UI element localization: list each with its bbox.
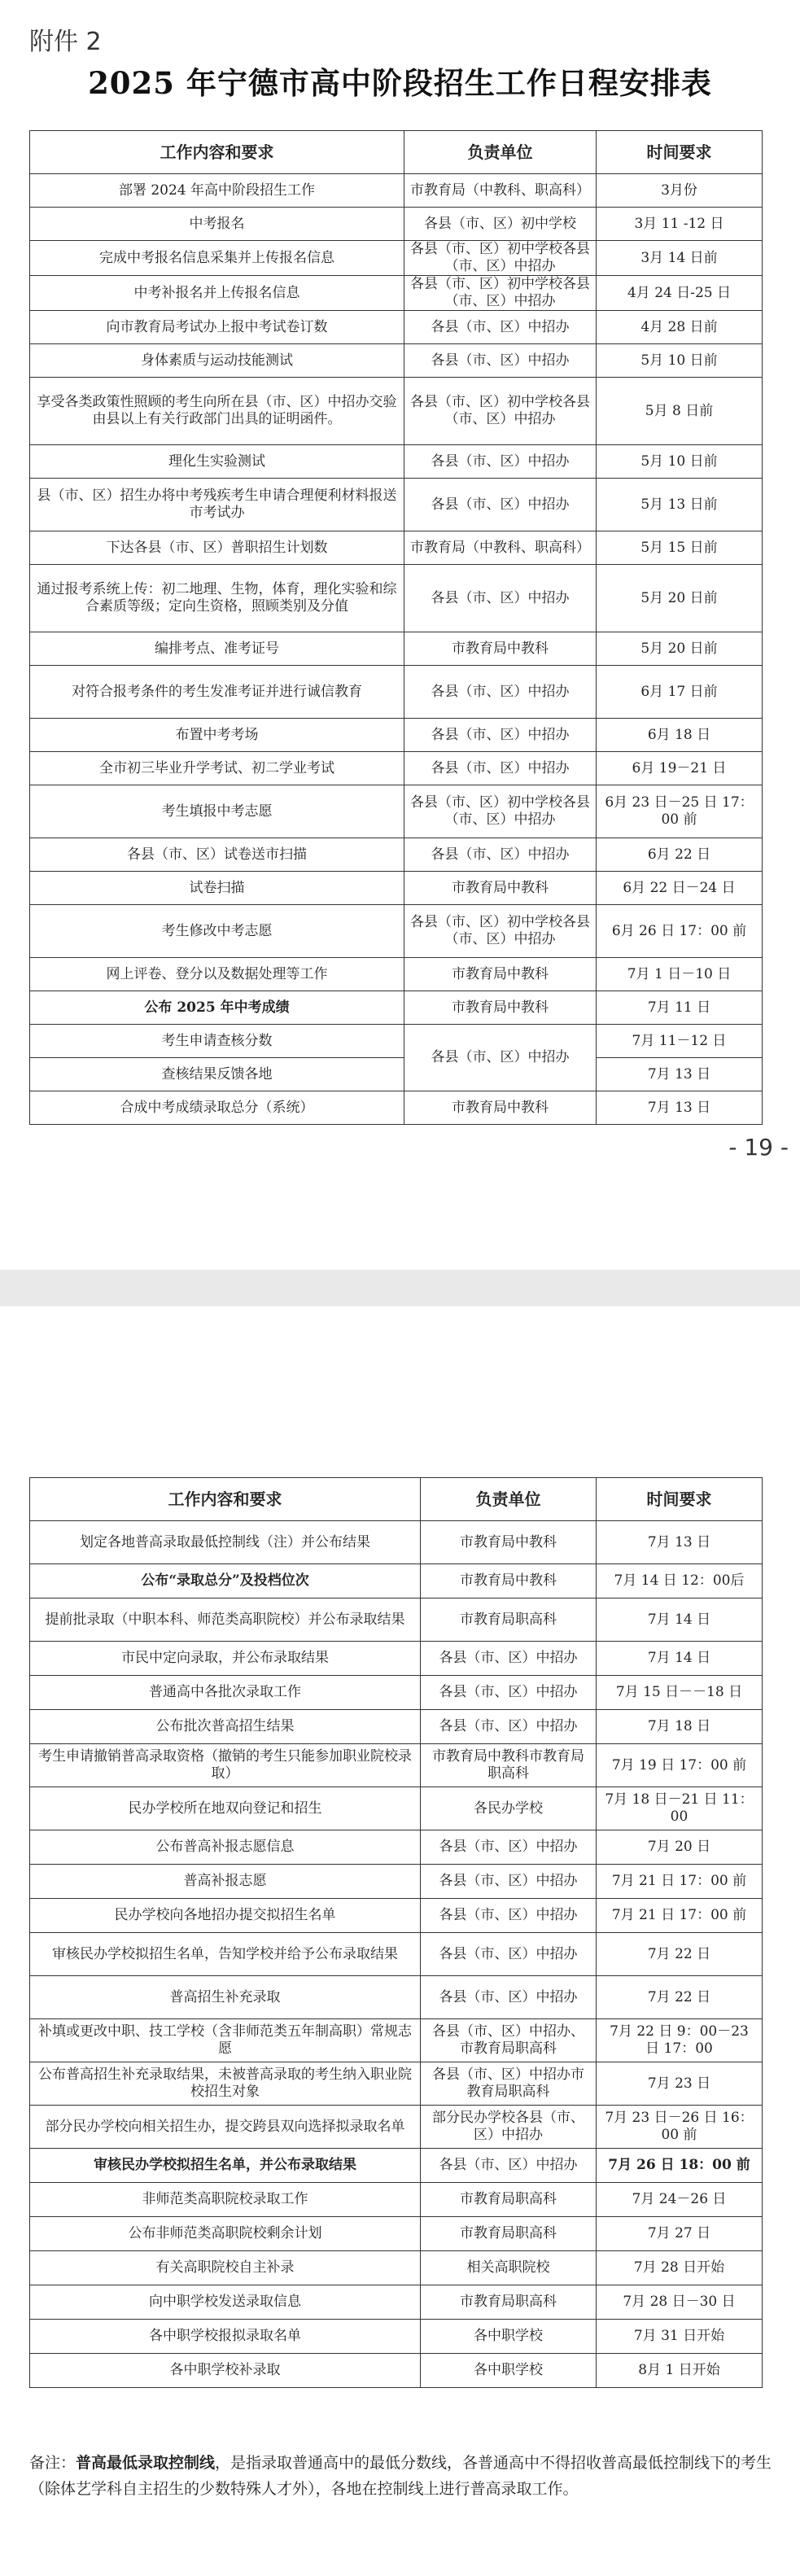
- task-cell: 编排考点、准考证号: [30, 632, 404, 666]
- unit-cell: 各县（市、区）中招办: [421, 1642, 597, 1676]
- time-cell: 6月 22 日－24 日: [597, 872, 763, 905]
- unit-cell: 各县（市、区）中招办: [421, 1710, 597, 1744]
- time-cell: 5月 13 日前: [597, 479, 763, 531]
- header-task: 工作内容和要求: [30, 1478, 421, 1521]
- time-cell: 5月 20 日前: [597, 565, 763, 632]
- table-row: [30, 785, 763, 838]
- task-cell: 审核民办学校拟招生名单，并公布录取结果: [30, 2149, 421, 2183]
- unit-cell: 市教育局（中教科、职高科）: [404, 531, 597, 565]
- table-row: [30, 752, 763, 785]
- table-row: [30, 1091, 763, 1125]
- time-cell: 7月 21 日 17：00 前: [597, 1899, 763, 1933]
- time-cell: 5月 10 日前: [597, 344, 763, 378]
- time-cell: 6月 19－21 日: [597, 752, 763, 785]
- task-cell: 提前批录取（中职本科、师范类高职院校）并公布录取结果: [30, 1599, 421, 1642]
- unit-cell: 市教育局中教科: [421, 1521, 597, 1564]
- unit-cell: 各县（市、区）中招办: [404, 565, 597, 632]
- time-cell: 7月 22 日 9：00－23 日 17：00: [597, 2019, 763, 2062]
- unit-cell: 各县（市、区）中招办: [404, 719, 597, 752]
- time-cell: 5月 20 日前: [597, 632, 763, 666]
- table-row: [30, 905, 763, 958]
- task-cell: 合成中考成绩录取总分（系统）: [30, 1091, 404, 1125]
- time-cell: 6月 22 日: [597, 838, 763, 872]
- task-cell: 市民中定向录取，并公布录取结果: [30, 1642, 421, 1676]
- task-cell: 各中职学校报拟录取名单: [30, 2320, 421, 2354]
- time-cell: 7月 22 日: [597, 1976, 763, 2019]
- unit-cell: 各县（市、区）中招办: [421, 1933, 597, 1976]
- task-cell: 各县（市、区）试卷送市扫描: [30, 838, 404, 872]
- unit-cell: 市教育局中教科: [421, 1564, 597, 1599]
- task-cell: 试卷扫描: [30, 872, 404, 905]
- time-cell: 7月 11 日: [597, 991, 763, 1025]
- task-cell: 审核民办学校拟招生名单，告知学校并给予公布录取结果: [30, 1933, 421, 1976]
- task-cell: 中考报名: [30, 208, 404, 241]
- table-row: [30, 1830, 763, 1865]
- unit-cell: 市教育局职高科: [421, 1599, 597, 1642]
- header-unit: 负责单位: [421, 1478, 597, 1521]
- table-row: [30, 565, 763, 632]
- task-cell: 部分民办学校向相关招生办，提交跨县双向选择拟录取名单: [30, 2106, 421, 2149]
- time-cell: 7月 1 日－10 日: [597, 958, 763, 991]
- note-text: ，是指录取普通高中的最低分数线，各普通高中不得招收普高最低控制线下的考生（除体艺学科自主招生的少数特殊人才外），各地在控制线上进行普高录取工作。: [29, 2454, 772, 2498]
- table-row: [30, 1787, 763, 1830]
- time-cell: 7月 28 日－30 日: [597, 2285, 763, 2320]
- table-row: [30, 1744, 763, 1787]
- table-row: [30, 632, 763, 666]
- table-row: [30, 1865, 763, 1899]
- unit-cell: 各县（市、区）中招办: [421, 1830, 597, 1865]
- task-cell: 部署 2024 年高中阶段招生工作: [30, 174, 404, 208]
- table-row: [30, 2183, 763, 2217]
- task-cell: 下达各县（市、区）普职招生计划数: [30, 531, 404, 565]
- unit-cell: 市教育局中教科: [404, 1091, 597, 1125]
- unit-cell: 各县（市、区）中招办: [404, 311, 597, 344]
- unit-cell: 市教育局中教科: [404, 991, 597, 1025]
- table-row: [30, 838, 763, 872]
- time-cell: 7月 18 日: [597, 1710, 763, 1744]
- table-row: [30, 479, 763, 531]
- time-cell: 3月 14 日前: [597, 241, 763, 276]
- schedule-table-1: [29, 130, 763, 1125]
- time-cell: 7月 13 日: [597, 1058, 763, 1091]
- table-row: [30, 991, 763, 1025]
- note-label: 备注：: [29, 2454, 77, 2472]
- table-row: [30, 1676, 763, 1710]
- task-cell: 划定各地普高录取最低控制线（注）并公布结果: [30, 1521, 421, 1564]
- unit-cell: 各县（市、区）中招办: [404, 479, 597, 531]
- unit-cell: 市教育局中教科: [404, 632, 597, 666]
- time-cell: 7月 23 日－26 日 16：00 前: [597, 2106, 763, 2149]
- unit-cell: 各县（市、区）初中学校: [404, 208, 597, 241]
- task-cell: 完成中考报名信息采集并上传报名信息: [30, 241, 404, 276]
- time-cell: 5月 8 日前: [597, 378, 763, 445]
- unit-cell: 各县（市、区）初中学校各县（市、区）中招办: [404, 905, 597, 958]
- unit-cell: 各县（市、区）中招办: [421, 1676, 597, 1710]
- task-cell: 考生填报中考志愿: [30, 785, 404, 838]
- task-cell: 公布“录取总分”及投档位次: [30, 1564, 421, 1599]
- task-cell: 向市教育局考试办上报中考试卷订数: [30, 311, 404, 344]
- header-time: 时间要求: [597, 1478, 763, 1521]
- page-title: 2025 年宁德市高中阶段招生工作日程安排表: [88, 65, 712, 101]
- time-cell: 6月 23 日－25 日 17：00 前: [597, 785, 763, 838]
- task-cell: 民办学校所在地双向登记和招生: [30, 1787, 421, 1830]
- table-row: [30, 958, 763, 991]
- table-row: [30, 666, 763, 719]
- table-row: [30, 344, 763, 378]
- table-row: [30, 2106, 763, 2149]
- unit-cell: 各县（市、区）中招办: [404, 752, 597, 785]
- table-row: [30, 2354, 763, 2388]
- unit-cell: 各县（市、区）初中学校各县（市、区）中招办: [404, 241, 597, 276]
- task-cell: 民办学校向各地招办提交拟招生名单: [30, 1899, 421, 1933]
- task-cell: 公布非师范类高职院校剩余计划: [30, 2217, 421, 2251]
- time-cell: 7月 20 日: [597, 1830, 763, 1865]
- task-cell: 考生申请查核分数: [30, 1025, 404, 1058]
- time-cell: 7月 13 日: [597, 1091, 763, 1125]
- note-emphasis: 普高最低录取控制线: [76, 2454, 216, 2472]
- table-row: [30, 208, 763, 241]
- task-cell: 普通高中各批次录取工作: [30, 1676, 421, 1710]
- unit-cell: 各县（市、区）中招办: [421, 1899, 597, 1933]
- task-cell: 享受各类政策性照顾的考生向所在县（市、区）中招办交验由县以上有关行政部门出具的证明函件。: [30, 378, 404, 445]
- unit-cell: 各中职学校: [421, 2320, 597, 2354]
- unit-cell: 各县（市、区）初中学校各县（市、区）中招办: [404, 378, 597, 445]
- time-cell: 5月 10 日前: [597, 445, 763, 479]
- document-page-1: [0, 0, 800, 1270]
- time-cell: 7月 13 日: [597, 1521, 763, 1564]
- table-row: [30, 1933, 763, 1976]
- header-task: 工作内容和要求: [30, 131, 404, 174]
- table-row: [30, 719, 763, 752]
- time-cell: 7月 21 日 17：00 前: [597, 1865, 763, 1899]
- unit-cell: 市教育局职高科: [421, 2285, 597, 2320]
- table-row: [30, 1564, 763, 1599]
- unit-cell: 各县（市、区）中招办: [404, 838, 597, 872]
- header-unit: 负责单位: [404, 131, 597, 174]
- task-cell: 公布批次普高招生结果: [30, 1710, 421, 1744]
- task-cell: 查核结果反馈各地: [30, 1058, 404, 1091]
- time-cell: 7月 14 日 12：00后: [597, 1564, 763, 1599]
- time-cell: 4月 24 日-25 日: [597, 276, 763, 311]
- time-cell: 7月 24－26 日: [597, 2183, 763, 2217]
- unit-cell: 各县（市、区）中招办: [421, 1865, 597, 1899]
- table-header-row: [30, 131, 763, 174]
- time-cell: 3月 11 -12 日: [597, 208, 763, 241]
- unit-cell: 各县（市、区）中招办: [421, 1976, 597, 2019]
- time-cell: 7月 15 日－－18 日: [597, 1676, 763, 1710]
- time-cell: 7月 14 日: [597, 1642, 763, 1676]
- time-cell: 6月 18 日: [597, 719, 763, 752]
- time-cell: 7月 28 日开始: [597, 2251, 763, 2285]
- table-row: [30, 2285, 763, 2320]
- table-row: [30, 1058, 763, 1091]
- time-cell: 7月 22 日: [597, 1933, 763, 1976]
- table-row: [30, 1521, 763, 1564]
- task-cell: 公布普高补报志愿信息: [30, 1830, 421, 1865]
- attachment-label: 附件 2: [29, 28, 102, 56]
- table-row: [30, 531, 763, 565]
- task-cell: 公布 2025 年中考成绩: [30, 991, 404, 1025]
- unit-cell: 各县（市、区）初中学校各县（市、区）中招办: [404, 276, 597, 311]
- time-cell: 7月 14 日: [597, 1599, 763, 1642]
- unit-cell: 市教育局中教科: [404, 872, 597, 905]
- time-cell: 7月 23 日: [597, 2062, 763, 2106]
- unit-cell: 市教育局（中教科、职高科）: [404, 174, 597, 208]
- table-row: [30, 2019, 763, 2062]
- time-cell: 7月 31 日开始: [597, 2320, 763, 2354]
- task-cell: 身体素质与运动技能测试: [30, 344, 404, 378]
- document-page-2: [0, 1306, 800, 2576]
- task-cell: 考生申请撤销普高录取资格（撤销的考生只能参加职业院校录取）: [30, 1744, 421, 1787]
- unit-cell: 各县（市、区）中招办: [404, 666, 597, 719]
- unit-cell: 市教育局职高科: [421, 2183, 597, 2217]
- unit-cell: 部分民办学校各县（市、区）中招办: [421, 2106, 597, 2149]
- table-row: [30, 1025, 763, 1058]
- task-cell: 理化生实验测试: [30, 445, 404, 479]
- table-row: [30, 2149, 763, 2183]
- task-cell: 全市初三毕业升学考试、初二学业考试: [30, 752, 404, 785]
- unit-cell: 各县（市、区）中招办市教育局职高科: [421, 2062, 597, 2106]
- task-cell: 各中职学校补录取: [30, 2354, 421, 2388]
- task-cell: 公布普高招生补充录取结果，未被普高录取的考生纳入职业院校招生对象: [30, 2062, 421, 2106]
- table-row: [30, 1899, 763, 1933]
- task-cell: 通过报考系统上传：初二地理、生物，体育，理化实验和综合素质等级；定向生资格，照顾类别及分值: [30, 565, 404, 632]
- time-cell: 5月 15 日前: [597, 531, 763, 565]
- time-cell: 7月 26 日 18：00 前: [597, 2149, 763, 2183]
- table-row: [30, 2320, 763, 2354]
- time-cell: 4月 28 日前: [597, 311, 763, 344]
- time-cell: 6月 17 日前: [597, 666, 763, 719]
- task-cell: 补填或更改中职、技工学校（含非师范类五年制高职）常规志愿: [30, 2019, 421, 2062]
- task-cell: 网上评卷、登分以及数据处理等工作: [30, 958, 404, 991]
- table-row: [30, 276, 763, 311]
- header-time: 时间要求: [597, 131, 763, 174]
- time-cell: 7月 19 日 17：00 前: [597, 1744, 763, 1787]
- table-row: [30, 1599, 763, 1642]
- table-row: [30, 378, 763, 445]
- task-cell: 县（市、区）招生办将中考残疾考生申请合理便利材料报送市考试办: [30, 479, 404, 531]
- unit-cell: 相关高职院校: [421, 2251, 597, 2285]
- table-row: [30, 2251, 763, 2285]
- table-row: [30, 1976, 763, 2019]
- time-cell: 7月 27 日: [597, 2217, 763, 2251]
- time-cell: 6月 26 日 17：00 前: [597, 905, 763, 958]
- task-cell: 布置中考考场: [30, 719, 404, 752]
- footnote: [29, 2450, 774, 2502]
- unit-cell: 各县（市、区）中招办: [404, 344, 597, 378]
- task-cell: 对符合报考条件的考生发准考证并进行诚信教育: [30, 666, 404, 719]
- task-cell: 非师范类高职院校录取工作: [30, 2183, 421, 2217]
- task-cell: 中考补报名并上传报名信息: [30, 276, 404, 311]
- unit-cell: 市教育局职高科: [421, 2217, 597, 2251]
- table-row: [30, 1642, 763, 1676]
- task-cell: 普高招生补充录取: [30, 1976, 421, 2019]
- unit-cell: 市教育局中教科: [404, 958, 597, 991]
- table-row: [30, 1710, 763, 1744]
- table-row: [30, 174, 763, 208]
- time-cell: 3月份: [597, 174, 763, 208]
- table-row: [30, 241, 763, 276]
- unit-cell: 各县（市、区）中招办: [404, 445, 597, 479]
- unit-cell: 市教育局中教科市教育局职高科: [421, 1744, 597, 1787]
- task-cell: 有关高职院校自主补录: [30, 2251, 421, 2285]
- time-cell: 7月 11－12 日: [597, 1025, 763, 1058]
- schedule-table-2: [29, 1477, 763, 2388]
- unit-cell: 各县（市、区）中招办: [421, 2149, 597, 2183]
- time-cell: 7月 18 日－21 日 11：00: [597, 1787, 763, 1830]
- table-row: [30, 311, 763, 344]
- table-row: [30, 872, 763, 905]
- unit-cell: 各县（市、区）中招办、市教育局职高科: [421, 2019, 597, 2062]
- table-row: [30, 2217, 763, 2251]
- unit-cell: 各县（市、区）中招办: [404, 1025, 597, 1091]
- unit-cell: 各县（市、区）初中学校各县（市、区）中招办: [404, 785, 597, 838]
- table-row: [30, 445, 763, 479]
- task-cell: 向中职学校发送录取信息: [30, 2285, 421, 2320]
- unit-cell: 各中职学校: [421, 2354, 597, 2388]
- time-cell: 8月 1 日开始: [597, 2354, 763, 2388]
- table-header-row: [30, 1478, 763, 1521]
- table-row: [30, 2062, 763, 2106]
- task-cell: 普高补报志愿: [30, 1865, 421, 1899]
- task-cell: 考生修改中考志愿: [30, 905, 404, 958]
- page-number: - 19 -: [728, 1134, 789, 1161]
- unit-cell: 各民办学校: [421, 1787, 597, 1830]
